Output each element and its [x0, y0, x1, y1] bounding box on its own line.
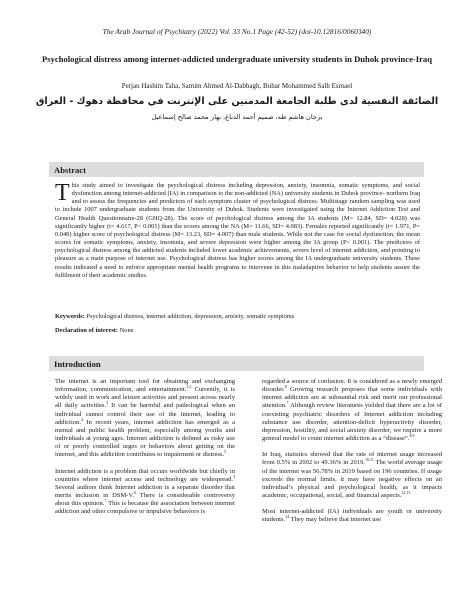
- abstract-heading: Abstract: [49, 162, 424, 177]
- text-run: Currently, it is widely used in work and leisure activities and present across nearly all daily activities.: [55, 386, 235, 410]
- text-run: Most internet-addicted (IA) individuals are youth or university students.: [262, 508, 442, 524]
- text-run: There is considerable controversy about this opinion.: [55, 492, 235, 508]
- citation: 3: [106, 400, 109, 406]
- text-run: regarded a source of confusion. It is considered as a newly emerged disorder.: [262, 378, 442, 394]
- citation: 8: [284, 383, 287, 389]
- citation: 5: [224, 449, 227, 455]
- text-run: The internet is an important tool for obtaining and exchanging information, communication, and entertainment.: [55, 378, 235, 394]
- intro-paragraph: [262, 378, 442, 443]
- paper-title: Psychological distress among internet-addicted undergraduate university students in Duhok province-Iraq: [41, 54, 432, 64]
- citation: 4: [81, 416, 83, 422]
- text-run: It can be harmful and pathological when an individual cannot control their use of the internet, leading to addiction.: [55, 402, 235, 426]
- text-run: They may believe that internet use: [289, 516, 381, 524]
- declaration-line: [55, 327, 420, 334]
- intro-right-column: [262, 378, 442, 533]
- text-run: In Iraq, statistics showed that the rate of internet usage increased from 0.5% in 2002 to 49.36% in 2019.: [262, 451, 442, 467]
- citation: 6: [133, 489, 136, 495]
- text-run: This is because the association between internet addiction and other compulsive or impulsive behaviors is: [55, 500, 235, 516]
- arabic-title: الضائقة النفسية لدى طلبة الجامعة المدمنين على الإنترنت في محافظة دهوك - العراق: [35, 96, 439, 107]
- text-run: The world average usage of the internet was 56.78% in 2019 based on 196 countries. If usage exceeds the normal limits, it may have negative effects on an individual’s physical and psychological health, as it impacts academic, occupational, social, and financial aspects.: [262, 459, 443, 500]
- declaration-label: Declaration of interest:: [55, 327, 119, 334]
- abstract-body: [55, 182, 420, 280]
- introduction-heading: Introduction: [49, 356, 424, 371]
- abstract-text: his study aimed to investigate the psychological distress including depression, anxiety, insomnia, somatic symptoms, and social dysfunction among internet-addicted (IA) in comparison to the non-addicted (NA) university students in Duhok province- northern Iraq and to assess the frequencies and predictors of each symptom cluster of psychological distress. Multistage random sampling was used to include 1007 undergraduate students from the University of Duhok. Students were investigated using the Internet Addiction Test and General Health Questionnaire-28 (GHQ-28). The score of psychological distress among the IA students (M= 12.84, SD= 4.028) was significantly higher (t= 4.617, P< 0.001) than the scores among the NA (M= 11.66, SD= 4.083). Females reported significantly (t= 1.971, P= 0.049) higher score of psychological distress (M= 13.23, SD= 4.007) than male students. While not the case for social dysfunction, the mean scores for somatic symptoms, anxiety, insomnia, and severe depression were higher among the IA group (P< 0.001). The predictors of psychological distress among the addicted students included lower academic achievements, severe level of internet addiction, and pointing to pleasure as a main purpose of internet use. Psychological distress has higher scores among the IA undergraduate university students. These results indicated a need to enforce appropriate mental health programs to intervene in this maladaptive behavior to help students assure the fulfilment of their academic studies.: [55, 182, 420, 279]
- text-run: Several authors think Internet addiction is a separate disorder that merits inclusion in DSM-V.: [55, 483, 235, 500]
- author-list: Perjan Hashim Taha, Samim Ahmed Al-Dabbagh, Buhar Mohammed Salh Esmael: [121, 82, 353, 90]
- declaration-text: None: [119, 327, 134, 334]
- citation: 8,9: [409, 432, 415, 438]
- journal-header: The Arab Journal of Psychiatry (2022) Vol. 33 No.1 Page (42-52) (doi-10.12816/0060340): [102, 27, 372, 36]
- intro-paragraph: [55, 468, 235, 517]
- text-run: In recent years, internet addiction has emerged as a mental and public health problem, especially among youths and individuals at young ages. Internet addiction is defined as risky use of or poorly controlled urges or behaviors about getting on the internet, and this addiction contributes to impairment or distress.: [55, 418, 235, 459]
- keywords-label: Keywords:: [55, 313, 85, 320]
- citation: 7: [104, 498, 107, 504]
- citation: 12,13: [401, 489, 411, 495]
- citation: 10,11: [364, 457, 374, 463]
- citation: 14: [285, 514, 290, 520]
- citation: 3: [233, 473, 235, 479]
- text-run: Although review literatures yielded that there are a lot of coexisting psychiatric disorders of Internet addiction including substance use disorder, attention-deficit hyperactivity disorder, depression, hostility, and social anxiety disorder, we require a more general model to count internet addiction as a “disease”.: [262, 402, 442, 443]
- intro-paragraph: [55, 378, 235, 460]
- citation: 7: [286, 400, 289, 406]
- intro-paragraph: [262, 451, 442, 500]
- intro-paragraph: [262, 508, 442, 524]
- text-run: Growing research proposes that some individuals with internet addiction are at substantial risk and merit our professional attention.: [262, 386, 442, 410]
- keywords-text: Psychological distress, internet addiction, depression, anxiety, somatic symptoms: [86, 313, 295, 320]
- keywords-line: [55, 313, 420, 320]
- text-run: Internet addiction is a problem that occurs worldwide but chiefly in countries where internet access and technology are widespread.: [55, 467, 235, 483]
- abstract-dropcap: T: [55, 180, 70, 206]
- arabic-author-list: برجان هاشم طه، صميم أحمد الدباغ، بهار محمد صالح إسماعيل: [151, 113, 323, 121]
- citation: 1,2: [186, 383, 192, 389]
- intro-left-column: [55, 378, 235, 525]
